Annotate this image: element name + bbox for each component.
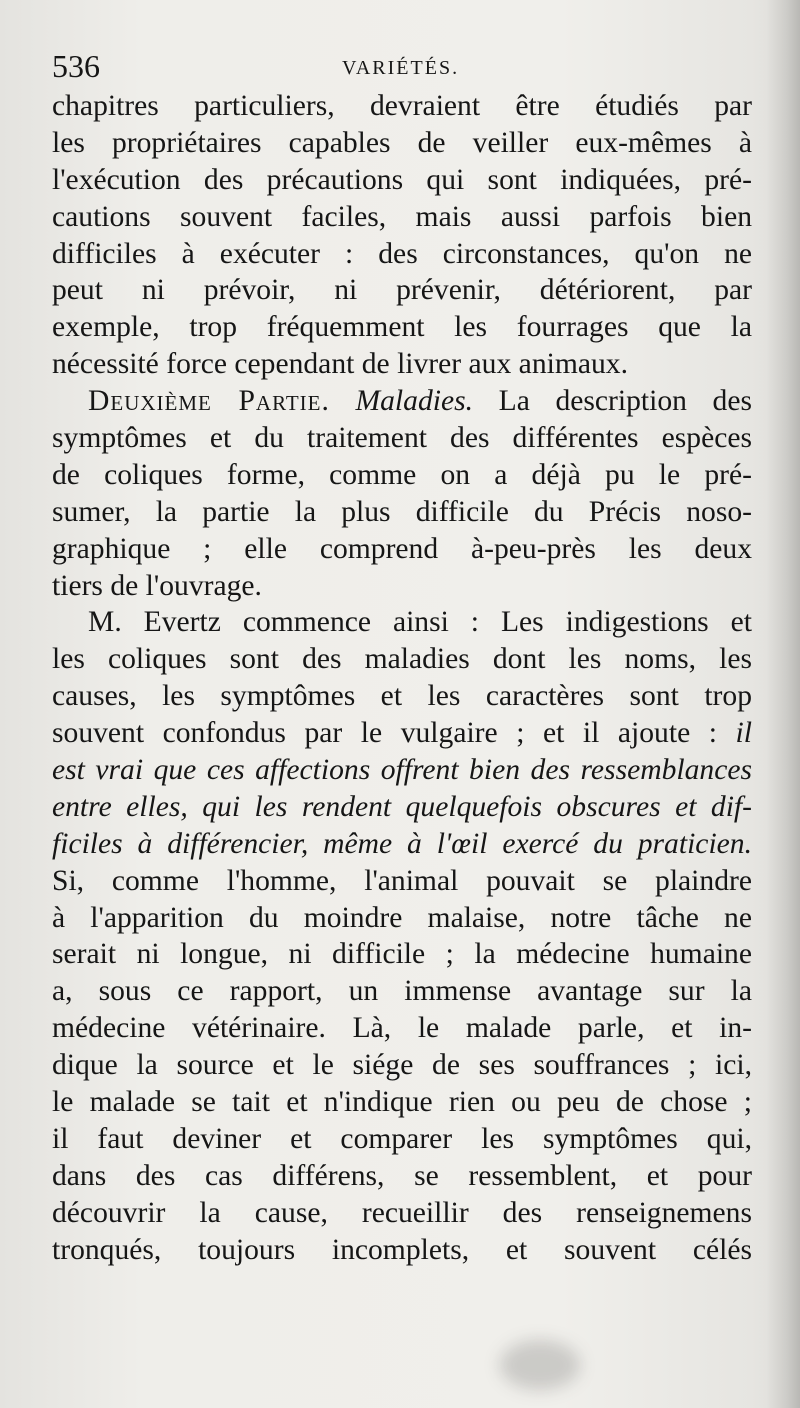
text-line: causes, les symptômes et les caractères sont trop (52, 680, 752, 713)
text-line: exemple, trop fréquemment les fourrages que la (52, 311, 752, 344)
quote-line: est vrai que ces affections offrent bien des ressemblances (52, 754, 752, 787)
quote-line: ficiles à différencier, même à l'œil exercé du praticien. (52, 827, 752, 860)
body-text (52, 88, 752, 1269)
text-line: cautions souvent faciles, mais aussi parfois bien (52, 200, 752, 233)
text-run: La description des (498, 385, 752, 418)
section-heading-line (52, 383, 752, 420)
ink-blot (500, 1340, 580, 1390)
text-line: a, sous ce rapport, un immense avantage sur la (52, 975, 752, 1008)
text-line: le malade se tait et n'indique rien ou peu de chose ; (52, 1086, 752, 1119)
quote-line: entre elles, qui les rendent quelquefois obscures et dif- (52, 790, 752, 823)
text-line: de coliques forme, comme on a déjà pu le pré- (52, 458, 752, 491)
text-line: difficiles à exécuter : des circonstances, qu'on ne (52, 237, 752, 270)
text-line: sumer, la partie la plus difficile du Précis noso- (52, 495, 752, 528)
text-line: symptômes et du traitement des différentes espèces (52, 422, 752, 455)
section-subject: Maladies. (355, 385, 474, 418)
page-gutter-shadow (766, 0, 800, 1408)
text-line: médecine vétérinaire. Là, le malade parle, et in- (52, 1012, 752, 1045)
text-line-mixed (52, 715, 752, 752)
text-line: tiers de l'ouvrage. (52, 569, 262, 602)
text-line: les propriétaires capables de veiller eux-mêmes à (52, 126, 752, 159)
page-header (52, 46, 752, 90)
page-number: 536 (52, 48, 100, 84)
text-line: les coliques sont des maladies dont les noms, les (52, 643, 752, 676)
text-line: nécessité force cependant de livrer aux animaux. (52, 348, 628, 381)
text-line: découvrir la cause, recueillir des renseignemens (52, 1196, 752, 1229)
text-line: graphique ; elle comprend à-peu-près les deux (52, 532, 752, 565)
text-run: souvent confondus par le vulgaire ; et il ajoute : (52, 717, 736, 750)
text-line: peut ni prévoir, ni prévenir, détériorent, par (52, 274, 752, 307)
text-line: à l'apparition du moindre malaise, notre tâche ne (52, 901, 752, 934)
text-line: serait ni longue, ni difficile ; la médecine humaine (52, 938, 752, 971)
text-line: il faut deviner et comparer les symptômes qui, (52, 1122, 752, 1155)
text-line: M. Evertz commence ainsi : Les indigestions et (88, 606, 752, 639)
running-head: VARIÉTÉS. (342, 57, 460, 79)
text-line: Si, comme l'homme, l'animal pouvait se plaindre (52, 864, 752, 897)
text-line: chapitres particuliers, devraient être étudiés par (52, 90, 752, 122)
text-line: tronqués, toujours incomplets, et souvent célés (52, 1233, 752, 1266)
text-line: dique la source et le siége de ses souffrances ; ici, (52, 1049, 752, 1082)
text-line: dans des cas différens, se ressemblent, et pour (52, 1159, 752, 1192)
quote-run: il (735, 717, 752, 750)
text-line: l'exécution des précautions qui sont indiquées, pré- (52, 163, 752, 196)
section-heading: Deuxième Partie. (88, 385, 330, 418)
